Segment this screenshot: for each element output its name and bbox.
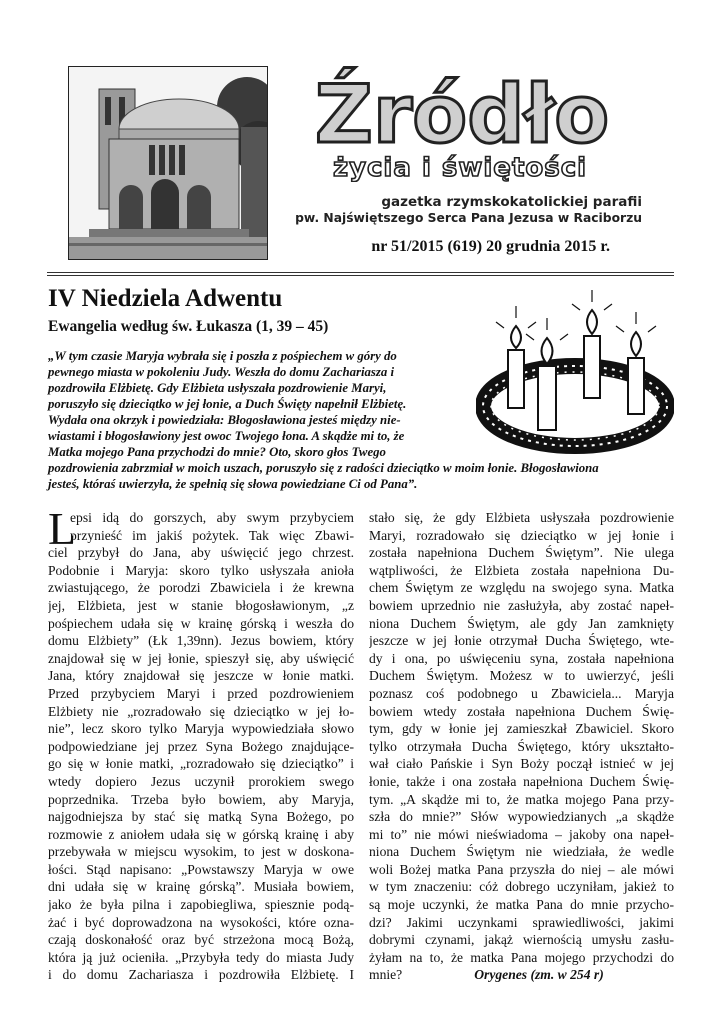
gospel-reference: Ewangelia według św. Łukasza (1, 39 – 45) — [48, 318, 329, 335]
quote-line: pozdrowiła Elżbietę. Gdy Elżbieta usłyszała pozdrowienie Maryi, — [48, 381, 387, 395]
text-line: znajdował się w jej łonie, spieszył się, aby uświęcić — [48, 650, 354, 666]
text-line: która ją już ocieniła. „Przybyła tedy do miasta Judy — [48, 949, 354, 965]
signature: Orygenes (zm. w 254 r) — [474, 967, 604, 983]
text-line: bowiem uprzednio nie zasłużyła, aby zostać napeł- — [369, 597, 674, 613]
text-line: podpowiedziane jej przez Syna Bożego znajdujące- — [48, 738, 354, 754]
masthead-subtitle-text: życia i świętości — [332, 153, 588, 182]
text-line: bowiem wtedy została napełniona Duchem Świę- — [369, 703, 674, 719]
text-line: w tym znaczeniu: cóż dobrego uczyniłam, jakież to — [369, 879, 674, 895]
left-column — [48, 503, 354, 984]
tagline-church: pw. Najświętszego Serca Pana Jezusa w Raciborzu — [295, 211, 642, 225]
tagline-parish: gazetka rzymskokatolickiej parafii — [381, 194, 642, 210]
text-line: poprzednika. Trzeba było bowiem, aby Maryja, — [48, 791, 354, 807]
advent-wreath-icon — [476, 288, 674, 456]
quote-line: pewnego miasta w pokoleniu Judy. Weszła do domu Zachariasza i — [48, 365, 395, 379]
masthead-title: Źródło — [314, 68, 610, 160]
text-line: jej, Elżbieta, jest w stanie błogosławionym, „z — [48, 597, 354, 613]
quote-line: Wydała ona okrzyk i powiedziała: Błogosławiona jesteś między nie- — [48, 413, 401, 427]
text-line: nie”, lecz skoro tylko Maryja wypowiedziała słowo — [48, 721, 354, 737]
text-line: dzi? Jakimi uczynkami sprawiedliwości, jakimi — [369, 914, 674, 930]
text-line: tylko otrzymała Ducha Świętego, który ukształto- — [369, 738, 674, 754]
text-line: domu Elżbiety” (Łk 1,39nn). Jezus bowiem, który — [48, 633, 354, 649]
text-line: łości. Stąd napisano: „Powstawszy Maryja w owe — [48, 861, 354, 877]
quote-line: jesteś, któraś uwierzyła, że spełnią się słowa powiedziane Ci od Pana”. — [48, 477, 418, 491]
text-line: i do domu Zachariasza i pozdrowiła Elżbietę. I — [48, 967, 354, 983]
text-line: przynieść im jakiś pożytek. Tak więc Zbawi- — [70, 527, 354, 543]
text-line: została napełniona Duchem Świętym”. Nie ulega — [369, 545, 674, 561]
quote-line: poruszyło się dzieciątko w jej łonie, a Duch Święty napełnił Elżbietę. — [48, 397, 407, 411]
quote-line: pozdrowienia zabrzmiał w moich uszach, poruszyło się z radości dzieciątko w moim łonie. Błogosławiona — [48, 461, 599, 475]
text-line: wątpliwości, że Elżbieta została napełniona Du- — [369, 562, 674, 578]
text-line: są moje uczynki, że matka Pana do mnie przycho- — [369, 897, 674, 913]
masthead-subtitle — [280, 152, 640, 182]
divider — [47, 272, 674, 273]
text-line: Elżbiety nie „rozradowało się dzieciątko w jej ło- — [48, 703, 354, 719]
text-line: przebywała w miejscu wysokim, to jest w doskona- — [48, 844, 354, 860]
text-line: jako że była pilna i zapobiegliwa, spiesznie podą- — [48, 897, 354, 913]
drop-cap: L — [48, 503, 77, 554]
text-line: zwiastującego, że porodzi Zbawiciela i że krewna — [48, 580, 354, 596]
text-line: wtedy dopiero Jezus uczynił prorokiem swego — [48, 773, 354, 789]
text-line: ciel przybył do Jana, aby uświęcić jego chrzest. — [48, 545, 354, 561]
masthead-logo — [290, 60, 635, 160]
text-line: Podobnie i Maryja: skoro tylko usłyszała anioła — [48, 562, 354, 578]
text-line: szła do mnie?” Słów wypowiedzianych „a skądże — [369, 809, 674, 825]
text-line: żać i być doprowadzona na wysokości, które ozna- — [48, 914, 354, 930]
article-heading: IV Niedziela Adwentu — [48, 285, 283, 312]
issue-info: nr 51/2015 (619) 20 grudnia 2015 r. — [371, 238, 610, 255]
quote-line: wiastami i błogosławiony jest owoc Twojego łona. A skądże mi to, że — [48, 429, 405, 443]
quote-line: Matka mojego Pana przychodzi do mnie? Oto, skoro głos Twego — [48, 445, 386, 459]
text-line: Maryi, rozradowało się dzieciątko w jej łonie i — [369, 527, 674, 543]
divider — [47, 275, 674, 276]
church-photo — [68, 66, 268, 260]
text-line: najgodniejsza by stać się matką Syna Bożego, po — [48, 809, 354, 825]
right-column — [369, 509, 674, 984]
text-line: Jana, który znajdował się jeszcze w łonie matki. — [48, 668, 354, 684]
text-line: łonie, także i ona została napełniona Duchem Świę- — [369, 773, 674, 789]
text-line: poznasz coś podobnego u Zbawiciela... Maryja — [369, 685, 674, 701]
text-line: mnie? — [369, 967, 403, 983]
text-line: Przed przybyciem Maryi i przed pozdrowieniem — [48, 685, 354, 701]
text-line: tym. „A skądże mi to, że matka mojego Pana przy- — [369, 791, 674, 807]
last-line — [369, 966, 674, 984]
text-line: stało się, że gdy Elżbieta usłyszała pozdrowienie — [369, 510, 674, 525]
text-line: niona Duchem Świętym, ale gdy Jan zamknięty — [369, 615, 674, 631]
text-line: jeszcze w jej łonie otrzymał Ducha Świętego, wte- — [369, 633, 674, 649]
text-line: dobrymi czynami, jakąż wiernością umysłu zasłu- — [369, 932, 674, 948]
text-line: Duchem Świętym. Możesz w to uwierzyć, jeśli — [369, 668, 674, 684]
text-line: mi to” nie mówi nieświadoma – jakoby ona napeł- — [369, 826, 674, 842]
text-line: niona Duchem Świętym nie wiedziała, że wedle — [369, 844, 674, 860]
text-line: żyłam na to, że matka Pana mojego przychodzi do — [369, 949, 674, 965]
text-line: epsi idą do gorszych, aby swym przybyciem — [70, 510, 354, 525]
text-line: dni udała się w krainę górską”. Musiała bowiem, — [48, 879, 354, 895]
text-line: woli Bożej matka Pana przyszła do niej – ale mówi — [369, 861, 674, 877]
text-line: go się w łonie matki, „rozradowało się dzieciątko” i — [48, 756, 354, 772]
text-line: chem Świętym ze względu na swojego syna. Matka — [369, 580, 674, 596]
text-line: wał ciało Pańskie i Syn Boży począł istnieć w jej — [369, 756, 674, 772]
text-line: czają doskonałość oraz być strzeżona mocą Bożą, — [48, 932, 354, 948]
text-line: tym, gdy w łonie jej zamieszkał Zbawiciel. Skoro — [369, 721, 674, 737]
text-line: dy i ona, po uświęceniu syna, została napełniona — [369, 650, 674, 666]
text-line: rozmowie z aniołem udała się w górską krainę i aby — [48, 826, 354, 842]
quote-line: „W tym czasie Maryja wybrała się i poszła z pośpiechem w góry do — [48, 349, 397, 363]
text-line: pośpiechem udała się w krainę górską i weszła do — [48, 615, 354, 631]
